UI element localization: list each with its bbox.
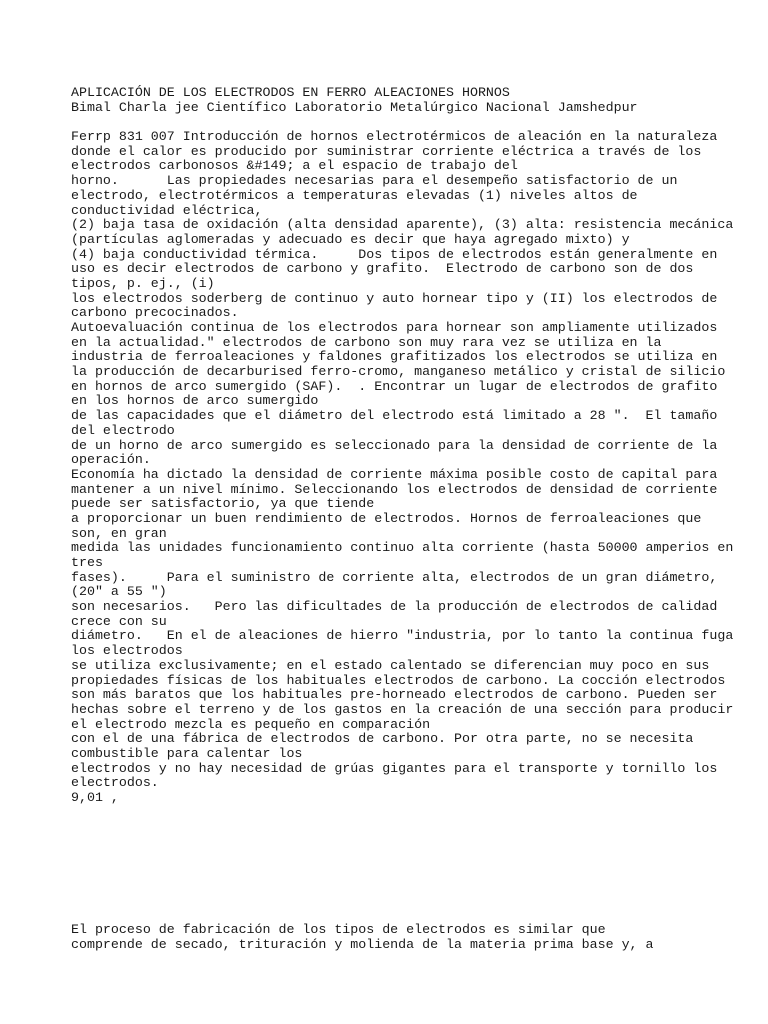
text-line: en los hornos de arco sumergido	[71, 393, 319, 409]
text-line: son más baratos que los habituales pre-horneado electrodos de carbono. Pueden ser	[71, 687, 718, 703]
text-line: carbono precocinados.	[71, 305, 239, 321]
blank-line	[71, 864, 761, 879]
text-line: los electrodos soderberg de continuo y auto hornear tipo y (II) los electrodos de	[71, 290, 718, 306]
text-line: industria de ferroaleaciones y faldones grafitizados los electrodos se utiliza en	[71, 349, 718, 365]
text-line: con el de una fábrica de electrodos de carbono. Por otra parte, no se necesita	[71, 731, 694, 747]
text-line: Bimal Charla jee Científico Laboratorio Metalúrgico Nacional Jamshedpur	[71, 99, 638, 115]
text-line: a proporcionar un buen rendimiento de electrodos. Hornos de ferroaleaciones que	[71, 510, 702, 526]
document-page	[71, 86, 761, 953]
text-line: crece con su	[71, 613, 167, 629]
text-line: (2) baja tasa de oxidación (alta densidad aparente), (3) alta: resistencia mecánica	[71, 217, 734, 233]
text-line: son, en gran	[71, 525, 167, 541]
text-line: hechas sobre el terreno y de los gastos en la creación de una sección para producir	[71, 701, 734, 717]
blank-line	[71, 820, 761, 835]
text-line: en la actualidad." electrodos de carbono son muy rara vez se utiliza en la	[71, 334, 662, 350]
text-line: Ferrp 831 007 Introducción de hornos electrotérmicos de aleación en la naturaleza	[71, 129, 718, 145]
text-line: mantener a un nivel mínimo. Seleccionando los electrodos de densidad de corriente	[71, 481, 718, 497]
blank-line	[71, 850, 761, 865]
text-line: tipos, p. ej., (i)	[71, 275, 215, 291]
text-line: de un horno de arco sumergido es seleccionado para la densidad de corriente de la	[71, 437, 718, 453]
text-line: diámetro. En el de aleaciones de hierro "industria, por lo tanto la continua fuga	[71, 628, 734, 644]
text-line: horno. Las propiedades necesarias para el desempeño satisfactorio de un	[71, 173, 678, 189]
text-line: (4) baja conductividad térmica. Dos tipos de electrodos están generalmente en	[71, 246, 718, 262]
blank-line	[71, 909, 761, 924]
blank-line	[71, 835, 761, 850]
blank-line	[71, 879, 761, 894]
text-line: (partículas aglomeradas y adecuado es decir que haya agregado mixto) y	[71, 231, 630, 247]
text-line: el electrodo mezcla es pequeño en comparación	[71, 716, 431, 732]
text-line: son necesarios. Pero las dificultades de la producción de electrodos de calidad	[71, 599, 718, 615]
text-line: puede ser satisfactorio, ya que tiende	[71, 496, 375, 512]
text-line: (20" a 55 ")	[71, 584, 167, 600]
text-line: electrodo, electrotérmicos a temperaturas elevadas (1) niveles altos de	[71, 187, 638, 203]
text-line: uso es decir electrodos de carbono y grafito. Electrodo de carbono son de dos	[71, 261, 694, 277]
text-line: comprende de secado, trituración y molienda de la materia prima base y, a	[71, 936, 654, 952]
text-line: electrodos.	[71, 775, 159, 791]
text-line: los electrodos	[71, 643, 183, 659]
blank-line	[71, 894, 761, 909]
text-line: electrodos carbonosos &#149; a el espacio de trabajo del	[71, 158, 518, 174]
text-line: electrodos y no hay necesidad de grúas gigantes para el transporte y tornillo los	[71, 760, 718, 776]
text-line: en hornos de arco sumergido (SAF). . Encontrar un lugar de electrodos de grafito	[71, 378, 718, 394]
text-line: fases). Para el suministro de corriente alta, electrodos de un gran diámetro,	[71, 569, 718, 585]
text-line: combustible para calentar los	[71, 745, 303, 761]
text-line: Autoevaluación continua de los electrodos para hornear son ampliamente utilizados	[71, 320, 718, 335]
text-line: donde el calor es producido por suministrar corriente eléctrica a través de los	[71, 143, 702, 159]
text-line: operación.	[71, 452, 151, 468]
text-line: del electrodo	[71, 422, 175, 438]
blank-line	[71, 806, 761, 821]
text-line: conductividad eléctrica,	[71, 202, 263, 218]
text-line: se utiliza exclusivamente; en el estado calentado se diferencian muy poco en sus	[71, 657, 710, 673]
text-line: propiedades físicas de los habituales electrodos de carbono. La cocción electrodos	[71, 672, 726, 688]
text-line: APLICACIÓN DE LOS ELECTRODOS EN FERRO ALEACIONES HORNOS	[71, 85, 510, 100]
text-line: medida las unidades funcionamiento continuo alta corriente (hasta 50000 amperios en	[71, 540, 734, 556]
text-line: tres	[71, 555, 103, 570]
blank-line	[71, 115, 761, 130]
text-line: El proceso de fabricación de los tipos de electrodos es similar que	[71, 922, 606, 938]
text-line: 9,01 ,	[71, 790, 119, 805]
text-line: de las capacidades que el diámetro del electrodo está limitado a 28 ". El tamaño	[71, 408, 718, 424]
text-line: Economía ha dictado la densidad de corriente máxima posible costo de capital para	[71, 466, 718, 482]
text-line: la producción de decarburised ferro-cromo, manganeso metálico y cristal de silicio	[71, 364, 726, 380]
